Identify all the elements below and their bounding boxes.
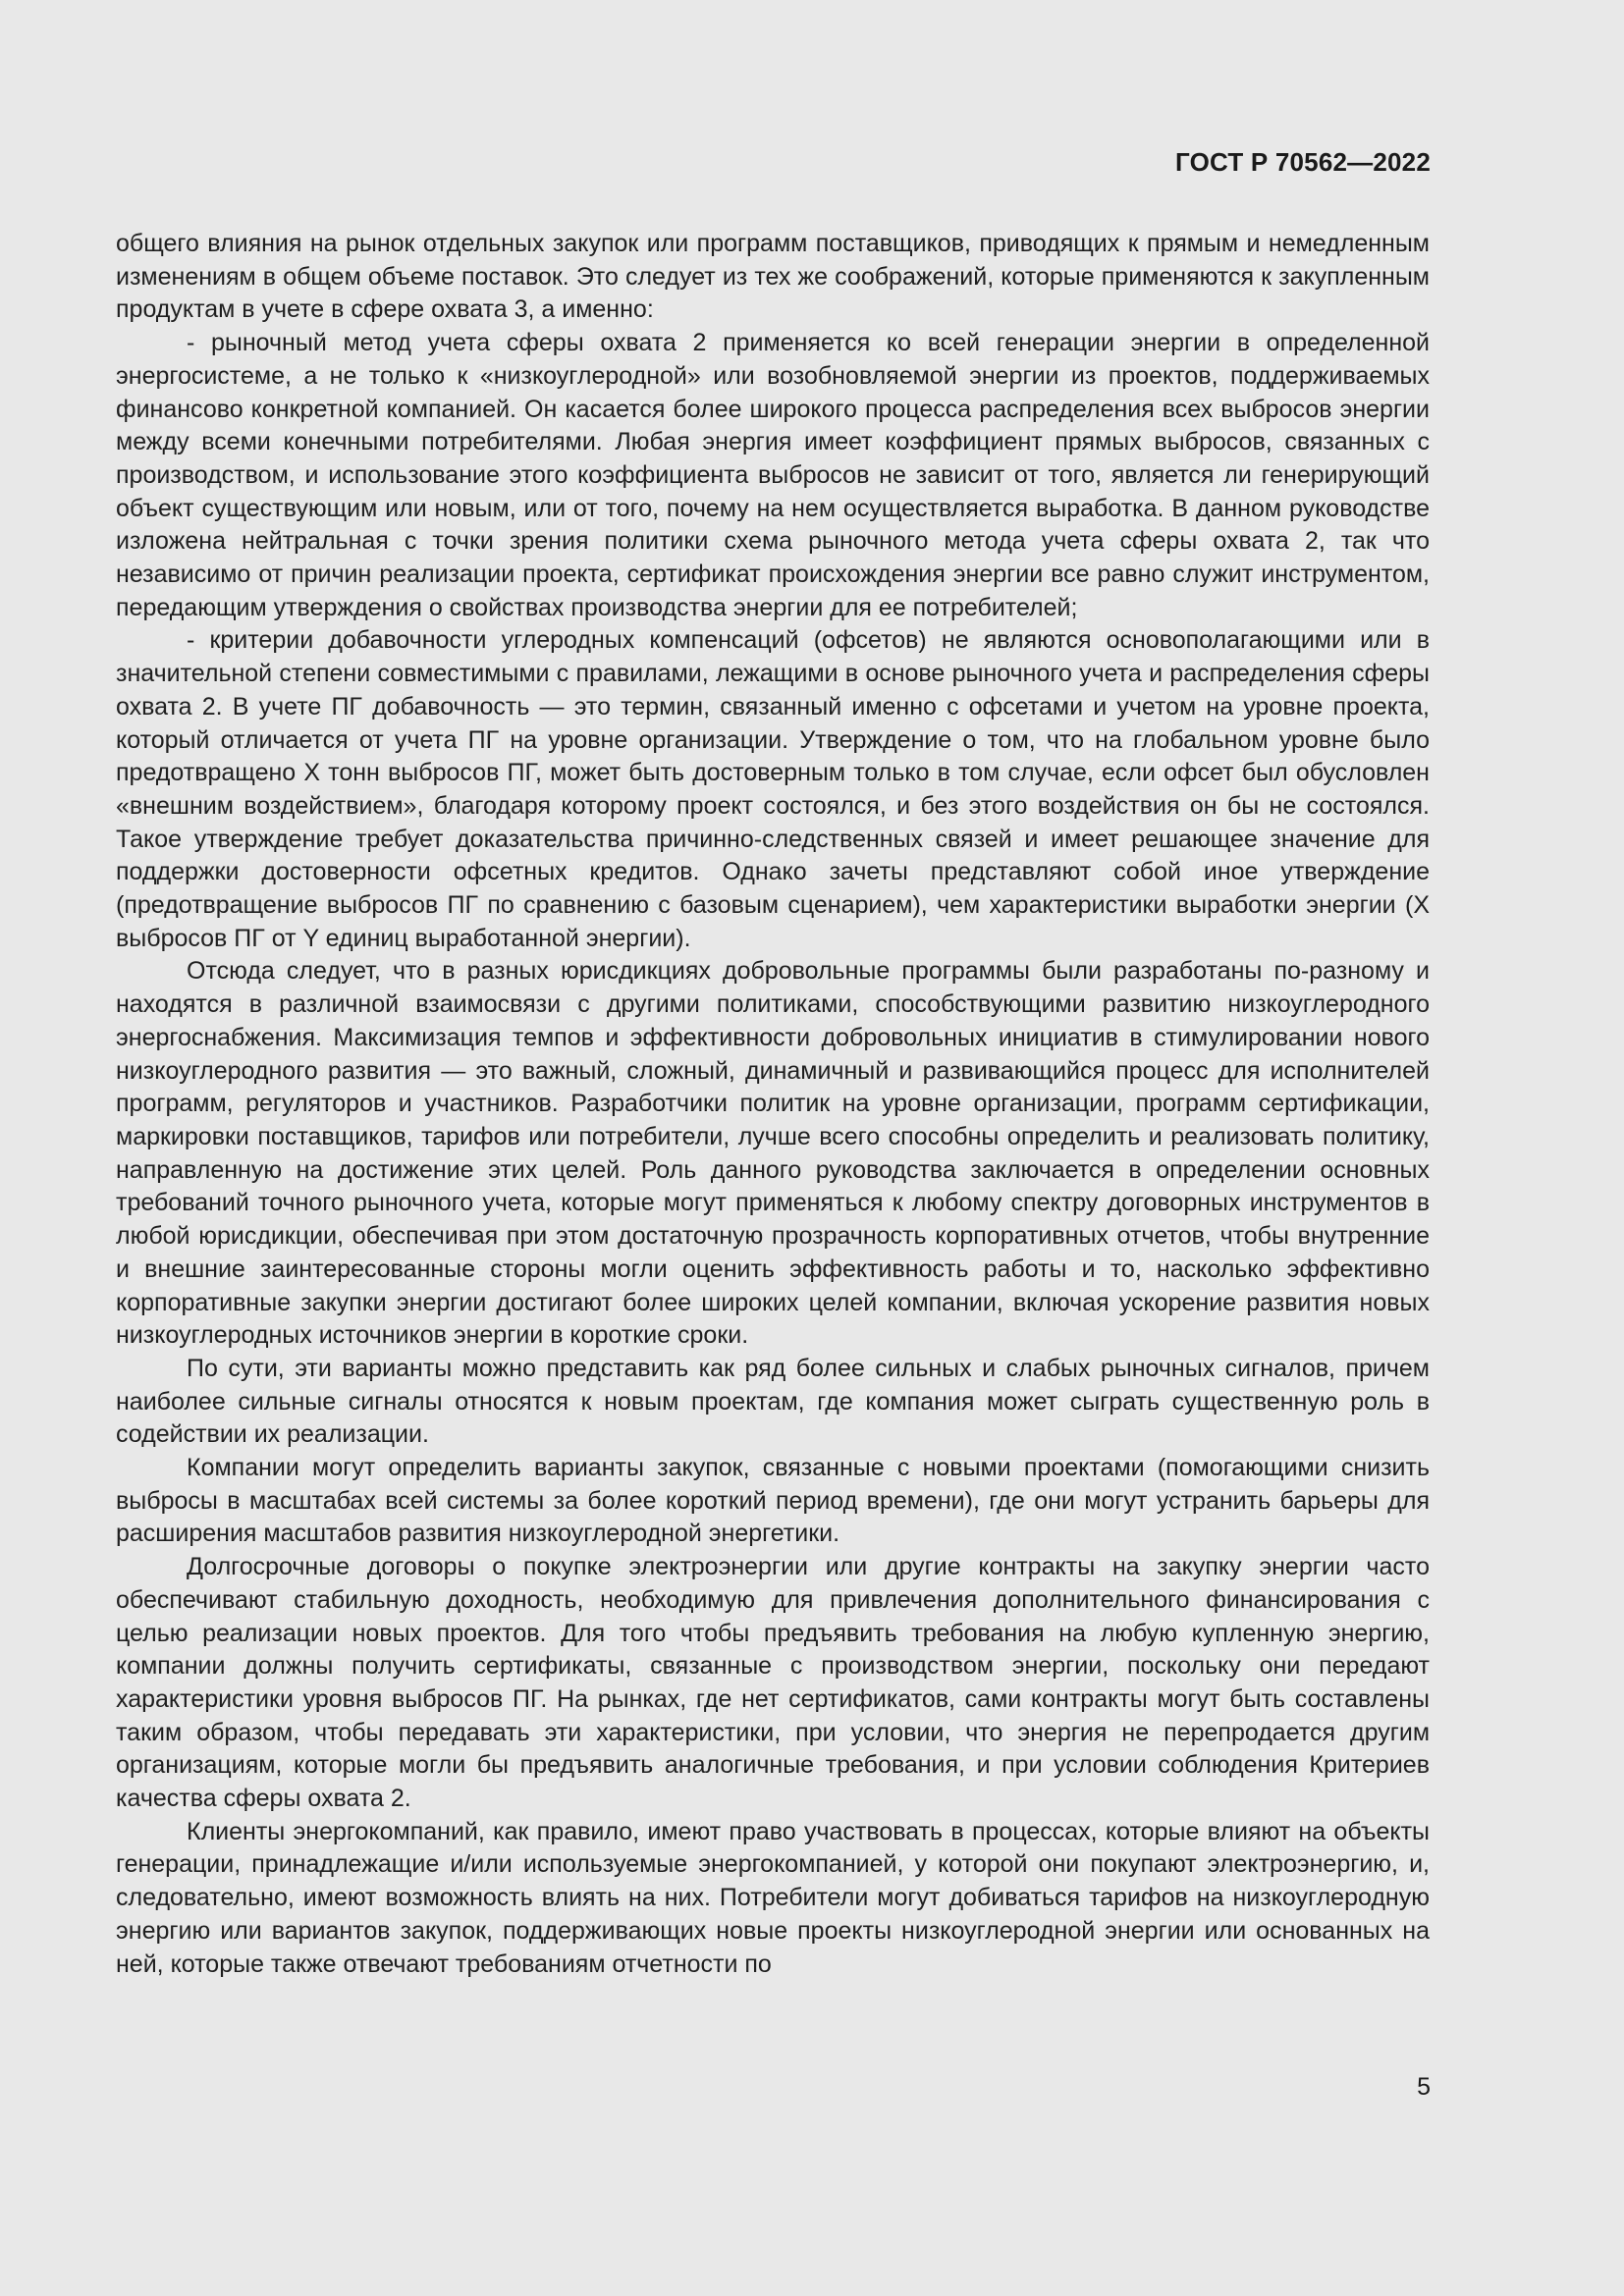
document-body	[116, 228, 1430, 1981]
paragraph: По сути, эти варианты можно представить как ряд более сильных и слабых рыночных сигналов, причем наиболее сильные сигналы относятся к новым проектам, где компания может сыграть существенную роль в содействии их реализации.	[116, 1354, 1430, 1449]
paragraph: Компании могут определить варианты закупок, связанные с новыми проектами (помогающими снизить выбросы в масштабах всей системы за более короткий период времени), где они могут устранить барьеры для расширения масштабов развития низкоуглеродной энергетики.	[116, 1454, 1430, 1548]
standard-header: ГОСТ Р 70562—2022	[1175, 147, 1431, 177]
page-number: 5	[1417, 2073, 1431, 2101]
list-item-additionality-criteria: - критерии добавочности углеродных компенсаций (офсетов) не являются основополагающими или в значительной степени совместимыми с правилами, лежащими в основе рыночного учета и распределения сферы охвата 2. В учете ПГ добавочность — это термин, связанный именно с офсетами и учетом на уровне проекта, который отличается от учета ПГ на уровне организации. Утверждение о том, что на глобальном уровне было предотвращено X тонн выбросов ПГ, может быть достоверным только в том случае, если офсет был обусловлен «внешним воздействием», благодаря которому проект состоялся, и без этого воздействия он бы не состоялся. Такое утверждение требует доказательства причинно-следственных связей и имеет решающее значение для поддержки достоверности офсетных кредитов. Однако зачеты представляют собой иное утверждение (предотвращение выбросов ПГ по сравнению с базовым сценарием), чем характеристики выработки энергии (X выбросов ПГ от Y единиц выработанной энергии).	[116, 626, 1430, 952]
paragraph: Клиенты энергокомпаний, как правило, имеют право участвовать в процессах, которые влияют на объекты генерации, принадлежащие и/или используемые энергокомпанией, у которой они покупают электроэнергию, и, следовательно, имеют возможность влиять на них. Потребители могут добиваться тарифов на низкоуглеродную энергию или вариантов закупок, поддерживающих новые проекты низкоуглеродной энергии или основанных на ней, которые также отвечают требованиям отчетности по	[116, 1817, 1430, 1978]
list-item-scope2-market-method: - рыночный метод учета сферы охвата 2 применяется ко всей генерации энергии в определенной энергосистеме, а не только к «низкоуглеродной» или возобновляемой энергии из проектов, поддерживаемых финансово конкретной компанией. Он касается более широкого процесса распределения всех выбросов энергии между всеми конечными потребителями. Любая энергия имеет коэффициент прямых выбросов, связанных с производством, и использование этого коэффициента выбросов не зависит от того, является ли генерирующий объект существующим или новым, или от того, почему на нем осуществляется выработка. В данном руководстве изложена нейтральная с точки зрения политики схема рыночного метода учета сферы охвата 2, так что независимо от причин реализации проекта, сертификат происхождения энергии все равно служит инструментом, передающим утверждения о свойствах производства энергии для ее потребителей;	[116, 329, 1430, 621]
paragraph: Отсюда следует, что в разных юрисдикциях добровольные программы были разработаны по-разному и находятся в различной взаимосвязи с другими политиками, способствующими развитию низкоуглеродного энергоснабжения. Максимизация темпов и эффективности добровольных инициатив в стимулировании нового низкоуглеродного развития — это важный, сложный, динамичный и развивающийся процесс для исполнителей программ, регуляторов и участников. Разработчики политик на уровне организации, программ сертификации, маркировки поставщиков, тарифов или потребители, лучше всего способны определить и реализовать политику, направленную на достижение этих целей. Роль данного руководства заключается в определении основных требований точного рыночного учета, которые могут применяться к любому спектру договорных инструментов в любой юрисдикции, обеспечивая при этом достаточную прозрачность корпоративных отчетов, чтобы внутренние и внешние заинтересованные стороны могли оценить эффективность работы и то, насколько эффективно корпоративные закупки энергии достигают более широких целей компании, включая ускорение развития новых низкоуглеродных источников энергии в короткие сроки.	[116, 957, 1430, 1350]
paragraph-continuation: общего влияния на рынок отдельных закупок или программ поставщиков, приводящих к прямым и немедленным изменениям в общем объеме поставок. Это следует из тех же соображений, которые применяются к закупленным продуктам в учете в сфере охвата 3, а именно:	[116, 230, 1430, 324]
paragraph: Долгосрочные договоры о покупке электроэнергии или другие контракты на закупку энергии часто обеспечивают стабильную доходность, необходимую для привлечения дополнительного финансирования с целью реализации новых проектов. Для того чтобы предъявить требования на любую купленную энергию, компании должны получить сертификаты, связанные с производством энергии, поскольку они передают характеристики уровня выбросов ПГ. На рынках, где нет сертификатов, сами контракты могут быть составлены таким образом, чтобы передавать эти характеристики, при условии, что энергия не перепродается другим организациям, которые могли бы предъявить аналогичные требования, и при условии соблюдения Критериев качества сферы охвата 2.	[116, 1553, 1430, 1813]
